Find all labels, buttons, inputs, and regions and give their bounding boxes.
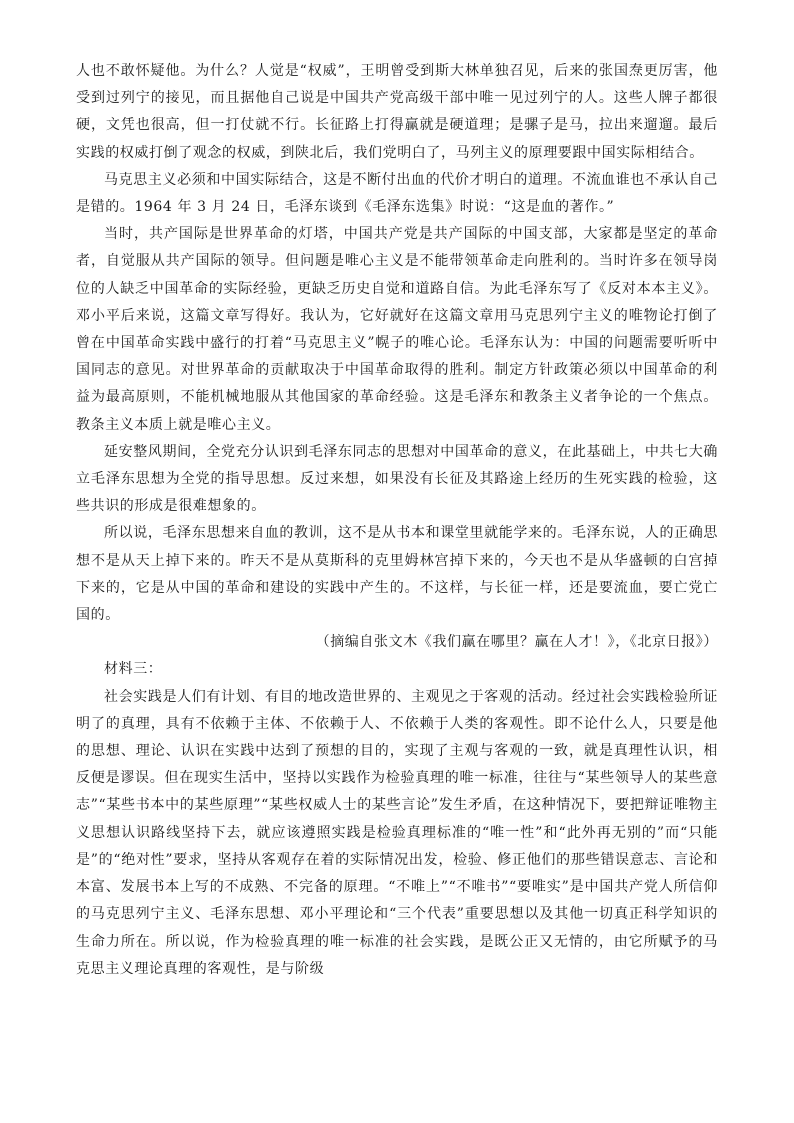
document-page — [76, 58, 718, 983]
source-citation: （摘编自张文木《我们赢在哪里？赢在人才！》，《北京日报》） — [315, 634, 718, 651]
paragraph-yanan-rectification: 延安整风期间，全党充分认识到毛泽东同志的思想对中国革命的意义，在此基础上，中共七大确立毛泽东思想为全党的指导思想。反过来想，如果没有长征及其路途上经历的生死实践的检验，这些共识的形成是很难想象的。 — [76, 443, 718, 515]
paragraph-marxism-practice: 马克思主义必须和中国实际结合，这是不断付出血的代价才明白的道理。不流血谁也不承认自己是错的。1964 年 3 月 24 日，毛泽东谈到《毛泽东选集》时说：“这是血的著作。” — [76, 171, 718, 216]
material-three-paragraph: 社会实践是人们有计划、有目的地改造世界的、主观见之于客观的活动。经过社会实践检验所证明了的真理，具有不依赖于主体、不依赖于人、不依赖于人类的客观性。即不论什么人，只要是他的思想、理论、认识在实践中达到了预想的目的，实现了主观与客观的一致，就是真理性认识，相反便是谬误。但在现实生活中，坚持以实践作为检验真理的唯一标准，往往与“某些领导人的某些意志”“某些书本中的某些原理”“某些权威人士的某些言论”发生矛盾，在这种情况下，要把辩证唯物主义思想认识路线坚持下去，就应该遵照实践是检验真理标准的“唯一性”和“此外再无别的”而“只能是”的“绝对性”要求，坚持从客观存在着的实际情况出发，检验、修正他们的那些错误意志、言论和本富、发展书本上写的不成熟、不完备的原理。“不唯上”“不唯书”“要唯实”是中国共产党人所信仰的马克思列宁主义、毛泽东思想、邓小平理论和“三个代表”重要思想以及其他一切真正科学知识的生命力所在。所以说，作为检验真理的唯一标准的社会实践，是既公正又无情的，由它所赋予的马克思主义理论真理的客观性，是与阶级 — [76, 688, 718, 977]
material-three-label: 材料三： — [104, 661, 163, 678]
paragraph-continuation: 人也不敢怀疑他。为什么？人觉是“权威”，王明曾受到斯大林单独召见，后来的张国焘更厉害，他受到过列宁的接见，而且据他自己说是中国共产党高级干部中唯一见过列宁的人。这些人牌子都很硬，文凭也很高，但一打仗就不行。长征路上打得赢就是硬道理；是骡子是马，拉出来遛遛。最后实践的权威打倒了观念的权威，到陕北后，我们党明白了，马列主义的原理要跟中国实际相结合。 — [76, 63, 718, 161]
paragraph-comintern: 当时，共产国际是世界革命的灯塔，中国共产党是共产国际的中国支部，大家都是坚定的革命者，自觉服从共产国际的领导。但问题是唯心主义是不能带领革命走向胜利的。当时许多在领导岗位的人缺乏中国革命的实际经验，更缺乏历史自觉和道路自信。为此毛泽东写了《反对本本主义》。邓小平后来说，这篇文章写得好。我认为，它好就好在这篇文章用马克思列宁主义的唯物论打倒了曾在中国革命实践中盛行的打着“马克思主义”幌子的唯心论。毛泽东认为：中国的问题需要听听中国同志的意见。对世界革命的贡献取决于中国革命取得的胜利。制定方针政策必须以中国革命的利益为最高原则，不能机械地服从其他国家的革命经验。这是毛泽东和教条主义者争论的一个焦点。教条主义本质上就是唯心主义。 — [76, 226, 718, 433]
paragraph-conclusion: 所以说，毛泽东思想来自血的教训，这不是从书本和课堂里就能学来的。毛泽东说，人的正确思想不是从天上掉下来的。昨天不是从莫斯科的克里姆林宫掉下来的，今天也不是从华盛顿的白宫掉下来的，它是从中国的革命和建设的实践中产生的。不这样，与长征一样，还是要流血，要亡党亡国的。 — [76, 525, 718, 624]
